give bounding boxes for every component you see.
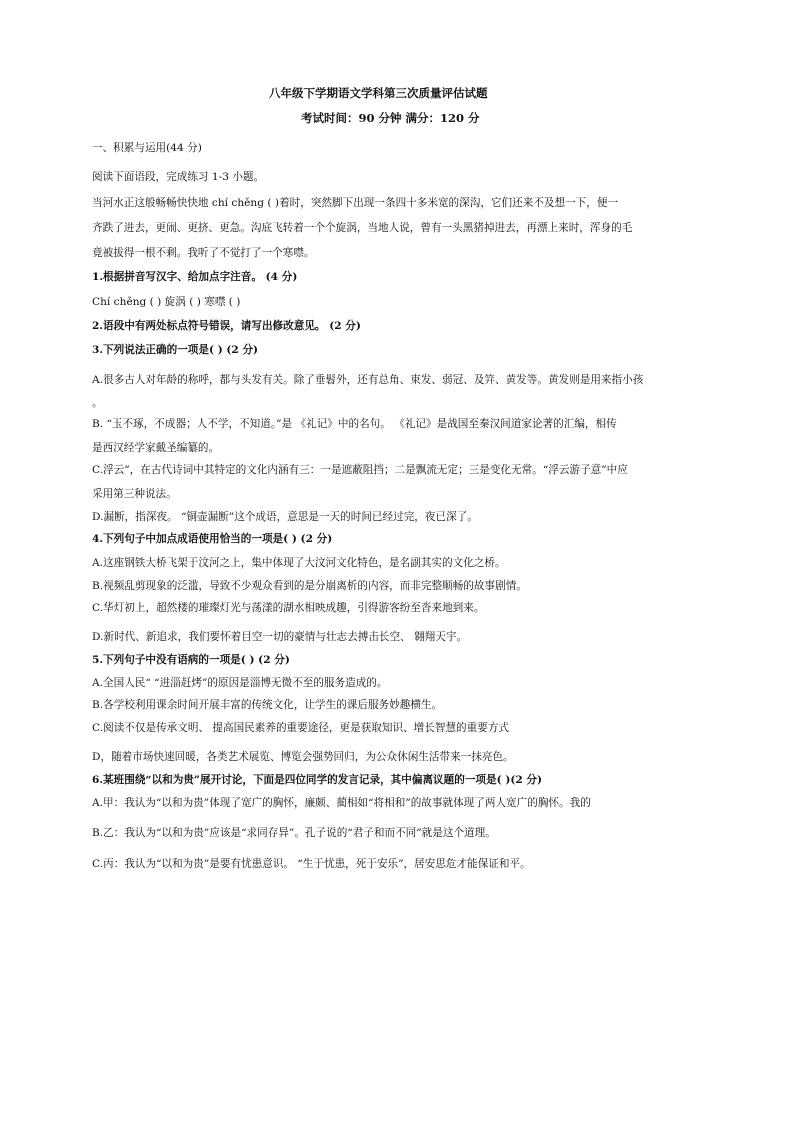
question-6-option-b: B.乙：我认为“以和为贵”应该是“求同存异”。孔子说的“君子和而不同”就是这个道理。 — [92, 827, 496, 839]
question-3-option-c: C.浮云”，在古代诗词中其特定的文化内涵有三：一是遮蔽阻挡；二是飘流无定；三是变化无常。“浮云游子意”中应 — [92, 464, 628, 476]
exam-title: 八年级下学期语文学科第三次质量评估试题 — [269, 86, 488, 100]
question-3-option-c-cont: 采用第三种说法。 — [92, 488, 177, 500]
question-5-option-b: B.各学校利用课余时间开展丰富的传统文化，让学生的课后服务妙趣横生。 — [92, 699, 443, 711]
question-3-option-b: B. “玉不琢，不成器；人不学，不知道。”是 《礼记》中的名句。 《礼记》是战国至秦汉间道家论著的汇编，相传 — [92, 418, 617, 430]
question-4-option-a: A.这座钢铁大桥飞架于汶河之上，集中体现了大汶河文化特色，是名副其实的文化之桥。 — [92, 557, 506, 569]
passage-line: 当河水正这般畅畅快快地 chí chěng ( )着时，突然脚下出现一条四十多米宽的深沟，它们还来不及想一下，便一 — [92, 197, 619, 209]
question-5-option-d: D，随着市场快速回暖，各类艺术展览、博览会强势回归，为公众休闲生活带来一抹亮色。 — [92, 751, 514, 763]
question-3-option-b-cont: 是西汉经学家戴圣编纂的。 — [92, 442, 220, 454]
question-6-stem: 6.某班围绕“以和为贵”展开讨论，下面是四位同学的发言记录，其中偏离议题的一项是( )(2 分) — [92, 774, 543, 786]
question-3-stem: 3.下列说法正确的一项是( ) (2 分) — [92, 344, 259, 356]
question-3-option-a-cont: 。 — [92, 397, 103, 409]
question-4-option-d: D.新时代、新追求，我们要怀着目空一切的豪情与壮志去搏击长空、 翱翔天宇。 — [92, 631, 468, 643]
question-1-blanks: Chí chěng ( ) 旋涡 ( ) 寒噤 ( ) — [92, 296, 241, 308]
question-6-option-c: C.丙：我认为“以和为贵”是要有忧患意识。 “生于忧患，死于安乐”，居安思危才能保证和平。 — [92, 858, 531, 870]
exam-info: 考试时间：90 分钟 满分：120 分 — [301, 111, 480, 125]
question-5-stem: 5.下列句子中没有语病的一项是( ) (2 分) — [92, 654, 290, 666]
question-1-stem: 1.根据拼音写汉字、给加点字注音。 (4 分) — [92, 271, 298, 283]
question-6-option-a: A.甲：我认为“以和为贵”体现了宽广的胸怀，廉颇、蔺相如“将相和”的故事就体现了两人宽广的胸怀。我的 — [92, 797, 591, 809]
passage-line: 竟被拔得一根不剩。我听了不觉打了一个寒噤。 — [92, 247, 315, 259]
question-5-option-a: A.全国人民“ “进淄赶烤”的原因是淄博无微不至的服务造成的。 — [92, 677, 388, 689]
question-4-option-b: B.视频乱剪现象的泛滥，导致不少观众看到的是分崩离析的内容，而非完整顺畅的故事剧情。 — [92, 580, 527, 592]
question-4-option-c: C.华灯初上，超然楼的璀璨灯光与荡漾的湖水相映成趣，引得游客纷至沓来地到来。 — [92, 602, 485, 614]
question-2-stem: 2.语段中有两处标点符号错误，请写出修改意见。 (2 分) — [92, 320, 361, 332]
question-3-option-d: D.漏断，指深夜。 “铜壶漏断”这个成语，意思是一天的时间已经过完，夜已深了。 — [92, 511, 478, 523]
question-3-option-a: A.很多古人对年龄的称呼，都与头发有关。除了垂髫外，还有总角、束发、弱冠、及笄、黄发等。黄发则是用来指小孩 — [92, 374, 644, 386]
passage-instruction: 阅读下面语段，完成练习 1-3 小题。 — [92, 171, 265, 183]
passage-line: 齐跌了进去，更闹、更挤、更急。沟底飞转着一个个旋涡，当地人说，曾有一头黑猪掉进去，再漂上来时，浑身的毛 — [92, 222, 633, 234]
section-heading: 一、积累与运用(44 分) — [92, 142, 202, 154]
question-4-stem: 4.下列句子中加点成语使用恰当的一项是( ) (2 分) — [92, 533, 333, 545]
question-5-option-c: C.阅读不仅是传承文明、 提高国民素养的重要途径，更是获取知识、增长智慧的重要方式 — [92, 722, 510, 734]
